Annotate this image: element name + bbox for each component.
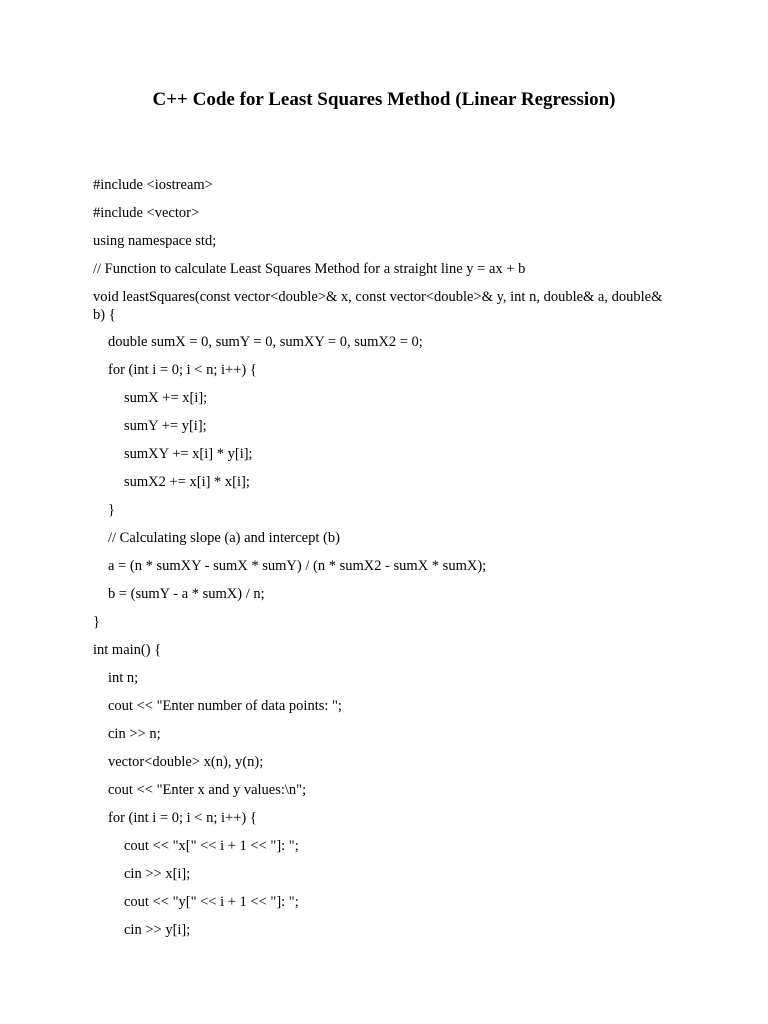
code-line: cin >> n;	[108, 726, 161, 742]
code-line: vector<double> x(n), y(n);	[108, 754, 264, 770]
code-line: sumY += y[i];	[124, 418, 207, 434]
code-line: cout << "y[" << i + 1 << "]: ";	[124, 894, 299, 910]
code-line: cin >> x[i];	[124, 866, 191, 882]
code-line: double sumX = 0, sumY = 0, sumXY = 0, sumX2 = 0;	[108, 334, 423, 350]
code-line: void leastSquares(const vector<double>& x, const vector<double>& y, int n, double& a, double& b) {	[93, 289, 666, 323]
code-line: for (int i = 0; i < n; i++) {	[108, 810, 257, 826]
code-line: sumX += x[i];	[124, 390, 208, 406]
code-line: #include <iostream>	[93, 177, 213, 193]
code-line: sumXY += x[i] * y[i];	[124, 446, 253, 462]
code-line: cout << "Enter x and y values:\n";	[108, 782, 307, 798]
code-line: // Calculating slope (a) and intercept (b)	[108, 530, 340, 546]
code-line: }	[93, 614, 100, 630]
code-line: cin >> y[i];	[124, 922, 191, 938]
code-line: for (int i = 0; i < n; i++) {	[108, 362, 257, 378]
code-line: // Function to calculate Least Squares Method for a straight line y = ax + b	[93, 261, 526, 277]
code-line: }	[108, 502, 115, 518]
code-line: cout << "x[" << i + 1 << "]: ";	[124, 838, 299, 854]
code-line: cout << "Enter number of data points: ";	[108, 698, 342, 714]
code-line: int n;	[108, 670, 139, 686]
code-line: #include <vector>	[93, 205, 200, 221]
page-title: C++ Code for Least Squares Method (Linear Regression)	[152, 89, 616, 110]
code-line: sumX2 += x[i] * x[i];	[124, 474, 250, 490]
code-listing	[93, 176, 673, 949]
code-line: a = (n * sumXY - sumX * sumY) / (n * sumX2 - sumX * sumX);	[108, 558, 487, 574]
code-line: int main() {	[93, 642, 162, 658]
code-line: using namespace std;	[93, 233, 217, 249]
code-line: b = (sumY - a * sumX) / n;	[108, 586, 265, 602]
